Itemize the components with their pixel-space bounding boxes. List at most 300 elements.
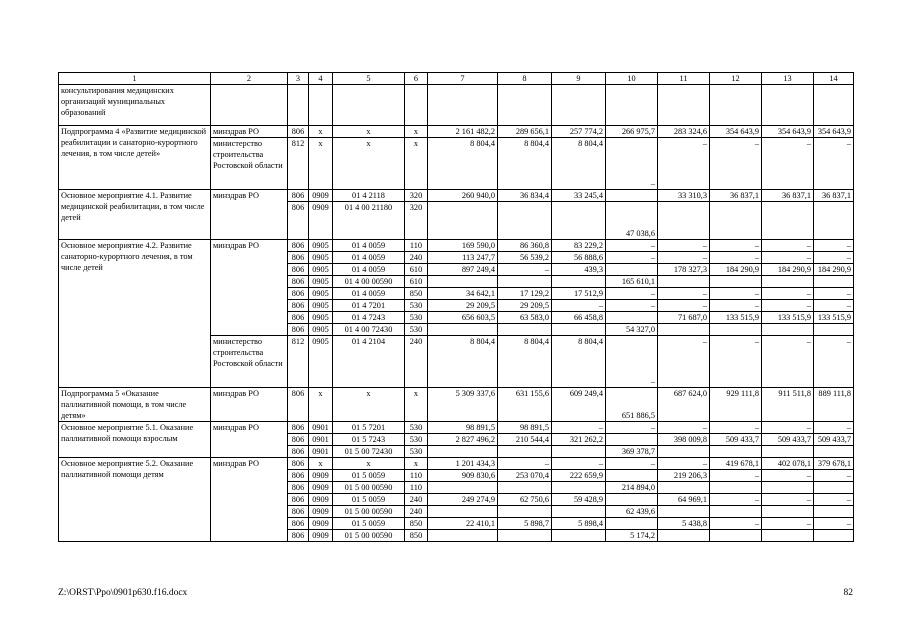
year-cell: –	[658, 240, 710, 252]
rzpr-cell: 0905	[309, 264, 333, 276]
rzpr-cell: 0909	[309, 506, 333, 518]
rzpr-cell: x	[309, 138, 333, 190]
year-cell	[552, 482, 606, 494]
rzpr-cell: 0905	[309, 300, 333, 312]
header-cell: 6	[405, 73, 428, 85]
grbs-cell: 806	[288, 312, 309, 324]
year-cell	[762, 506, 814, 518]
year-cell: 184 290,9	[814, 264, 854, 276]
vr-cell: 530	[405, 422, 428, 434]
year-cell: 5 898,7	[498, 518, 552, 530]
csr-cell: 01 4 00 72430	[333, 324, 405, 336]
year-cell	[814, 482, 854, 494]
table-row	[59, 240, 854, 252]
year-cell: –	[658, 458, 710, 470]
csr-cell: 01 5 00 72430	[333, 446, 405, 458]
rzpr-cell: 0905	[309, 276, 333, 288]
year-cell	[762, 324, 814, 336]
total-cell	[428, 506, 498, 518]
rzpr-cell: 0905	[309, 240, 333, 252]
vr-cell: 240	[405, 494, 428, 506]
total-cell: 34 642,1	[428, 288, 498, 300]
year-cell: 609 249,4	[552, 388, 606, 422]
year-cell: –	[710, 518, 762, 530]
year-cell: –	[552, 422, 606, 434]
row-name: Подпрограмма 4 «Развитие медицинской реабилитации и санаторно-курортного лечения, в том числе детей»	[59, 126, 211, 190]
executor-cell: минздрав РО	[211, 126, 288, 138]
grbs-cell: 806	[288, 126, 309, 138]
year-cell: –	[606, 288, 658, 300]
year-cell: –	[814, 138, 854, 190]
year-cell: –	[552, 458, 606, 470]
year-cell: –	[762, 494, 814, 506]
year-cell: –	[762, 518, 814, 530]
table-row	[59, 85, 854, 126]
rzpr-cell: 0901	[309, 434, 333, 446]
year-cell	[498, 276, 552, 288]
total-cell	[428, 276, 498, 288]
year-cell: 36 837,1	[710, 190, 762, 202]
rzpr-cell: 0905	[309, 336, 333, 388]
year-cell	[658, 530, 710, 542]
year-cell: 36 837,1	[762, 190, 814, 202]
year-cell: 54 327,0	[606, 324, 658, 336]
year-cell: 369 378,7	[606, 446, 658, 458]
grbs-cell: 806	[288, 240, 309, 252]
year-cell: 354 643,9	[710, 126, 762, 138]
year-cell: 47 038,6	[606, 202, 658, 240]
total-cell	[428, 324, 498, 336]
year-cell: 8 804,4	[498, 336, 552, 388]
year-cell: 33 245,4	[552, 190, 606, 202]
year-cell: 651 886,5	[606, 388, 658, 422]
year-cell: –	[606, 422, 658, 434]
vr-cell: x	[405, 458, 428, 470]
year-cell: 257 774,2	[552, 126, 606, 138]
year-cell: –	[552, 300, 606, 312]
year-cell: –	[710, 470, 762, 482]
year-cell	[762, 482, 814, 494]
grbs-cell: 812	[288, 336, 309, 388]
csr-cell: 01 5 0059	[333, 494, 405, 506]
vr-cell: 240	[405, 336, 428, 388]
grbs-cell: 806	[288, 388, 309, 422]
vr-cell: 240	[405, 252, 428, 264]
year-cell	[552, 446, 606, 458]
header-cell: 12	[710, 73, 762, 85]
csr-cell: 01 5 00 00590	[333, 506, 405, 518]
year-cell: 219 206,3	[658, 470, 710, 482]
csr-cell: 01 4 0059	[333, 252, 405, 264]
year-cell	[606, 312, 658, 324]
grbs-cell: 812	[288, 138, 309, 190]
year-cell	[814, 446, 854, 458]
header-cell: 5	[333, 73, 405, 85]
total-cell: 8 804,4	[428, 138, 498, 190]
year-cell: 17 129,2	[498, 288, 552, 300]
header-cell: 4	[309, 73, 333, 85]
year-cell	[658, 446, 710, 458]
year-cell: 419 678,1	[710, 458, 762, 470]
year-cell: 184 290,9	[762, 264, 814, 276]
csr-cell: 01 4 00 21180	[333, 202, 405, 240]
executor-cell: минздрав РО	[211, 190, 288, 240]
year-cell: –	[762, 288, 814, 300]
rzpr-cell: 0901	[309, 446, 333, 458]
rzpr-cell: x	[309, 388, 333, 422]
csr-cell: 01 5 7201	[333, 422, 405, 434]
year-cell: –	[606, 252, 658, 264]
header-cell: 2	[211, 73, 288, 85]
year-cell: –	[710, 138, 762, 190]
year-cell	[658, 324, 710, 336]
year-cell	[498, 482, 552, 494]
year-cell	[710, 530, 762, 542]
vr-cell: 610	[405, 264, 428, 276]
year-cell: –	[814, 252, 854, 264]
row-name: Основное мероприятие 5.2. Оказание паллиативной помощи детям	[59, 458, 211, 542]
csr-cell: 01 5 00 00590	[333, 482, 405, 494]
year-cell: –	[814, 336, 854, 388]
executor-cell: министерство строительства Ростовской области	[211, 138, 288, 190]
csr-cell: 01 4 0059	[333, 240, 405, 252]
csr-cell: x	[333, 388, 405, 422]
year-cell: –	[814, 300, 854, 312]
year-cell: 8 804,4	[552, 336, 606, 388]
total-cell: 656 603,5	[428, 312, 498, 324]
year-cell	[814, 530, 854, 542]
year-cell: –	[658, 288, 710, 300]
budget-table	[58, 72, 854, 542]
year-cell: 687 624,0	[658, 388, 710, 422]
year-cell: 5 438,8	[658, 518, 710, 530]
year-cell: 133 515,9	[762, 312, 814, 324]
year-cell: 911 511,8	[762, 388, 814, 422]
rzpr-cell: 0905	[309, 252, 333, 264]
vr-cell: x	[405, 388, 428, 422]
page-number: 82	[843, 588, 853, 598]
csr-cell: 01 4 0059	[333, 288, 405, 300]
vr-cell: 530	[405, 300, 428, 312]
grbs-cell: 806	[288, 458, 309, 470]
year-cell: 8 804,4	[498, 138, 552, 190]
year-cell: 133 515,9	[710, 312, 762, 324]
grbs-cell: 806	[288, 470, 309, 482]
csr-cell: 01 5 00 00590	[333, 530, 405, 542]
grbs-cell: 806	[288, 518, 309, 530]
year-cell: 66 458,8	[552, 312, 606, 324]
csr-cell: x	[333, 458, 405, 470]
rzpr-cell: 0905	[309, 312, 333, 324]
total-cell: 29 209,5	[428, 300, 498, 312]
year-cell: –	[606, 458, 658, 470]
year-cell: –	[710, 336, 762, 388]
year-cell: 98 891,5	[498, 422, 552, 434]
year-cell	[552, 202, 606, 240]
rzpr-cell: 0909	[309, 530, 333, 542]
year-cell	[814, 276, 854, 288]
year-cell: 5 174,2	[606, 530, 658, 542]
header-row	[59, 73, 854, 85]
year-cell: –	[658, 300, 710, 312]
year-cell: 439,3	[552, 264, 606, 276]
csr-cell: 01 4 2104	[333, 336, 405, 388]
year-cell: –	[710, 288, 762, 300]
csr-cell: 01 4 2118	[333, 190, 405, 202]
year-cell	[606, 190, 658, 202]
header-cell: 11	[658, 73, 710, 85]
total-cell: 98 891,5	[428, 422, 498, 434]
year-cell: 17 512,9	[552, 288, 606, 300]
csr-cell: 01 4 0059	[333, 264, 405, 276]
year-cell: –	[658, 138, 710, 190]
executor-cell: министерство строительства Ростовской области	[211, 336, 288, 388]
row-name: Основное мероприятие 4.1. Развитие медицинской реабилитации, в том числе детей	[59, 190, 211, 240]
year-cell: –	[606, 300, 658, 312]
year-cell	[498, 324, 552, 336]
row-name: консультирования медицинских организаций муниципальных образований	[59, 85, 211, 126]
year-cell: 631 155,6	[498, 388, 552, 422]
grbs-cell: 806	[288, 288, 309, 300]
year-cell: –	[762, 138, 814, 190]
year-cell	[606, 494, 658, 506]
vr-cell: 110	[405, 470, 428, 482]
year-cell	[552, 324, 606, 336]
year-cell	[658, 276, 710, 288]
year-cell: –	[762, 240, 814, 252]
year-cell	[762, 446, 814, 458]
csr-cell: 01 5 0059	[333, 518, 405, 530]
header-cell: 10	[606, 73, 658, 85]
total-cell: 260 940,0	[428, 190, 498, 202]
year-cell: 379 678,1	[814, 458, 854, 470]
year-cell: 266 975,7	[606, 126, 658, 138]
table-row	[59, 458, 854, 470]
year-cell: 5 898,4	[552, 518, 606, 530]
rzpr-cell: 0905	[309, 288, 333, 300]
vr-cell: 850	[405, 518, 428, 530]
year-cell: 354 643,9	[762, 126, 814, 138]
grbs-cell: 806	[288, 446, 309, 458]
grbs-cell: 806	[288, 324, 309, 336]
total-cell: 249 274,9	[428, 494, 498, 506]
year-cell: 289 656,1	[498, 126, 552, 138]
grbs-cell: 806	[288, 300, 309, 312]
header-cell: 3	[288, 73, 309, 85]
vr-cell: 240	[405, 506, 428, 518]
year-cell: –	[606, 336, 658, 388]
year-cell: –	[814, 422, 854, 434]
rzpr-cell: 0909	[309, 202, 333, 240]
rzpr-cell: 0909	[309, 190, 333, 202]
header-cell: 14	[814, 73, 854, 85]
table-row	[59, 388, 854, 422]
year-cell	[814, 202, 854, 240]
total-cell: 169 590,0	[428, 240, 498, 252]
vr-cell: 530	[405, 324, 428, 336]
total-cell	[428, 530, 498, 542]
year-cell: 210 544,4	[498, 434, 552, 446]
year-cell: 33 310,3	[658, 190, 710, 202]
vr-cell: 320	[405, 202, 428, 240]
total-cell: 909 830,6	[428, 470, 498, 482]
rzpr-cell: 0905	[309, 324, 333, 336]
year-cell	[498, 446, 552, 458]
year-cell: 29 209,5	[498, 300, 552, 312]
rzpr-cell: 0909	[309, 518, 333, 530]
grbs-cell: 806	[288, 482, 309, 494]
grbs-cell: 806	[288, 252, 309, 264]
rzpr-cell: x	[309, 458, 333, 470]
vr-cell: 850	[405, 530, 428, 542]
grbs-cell: 806	[288, 264, 309, 276]
year-cell	[498, 506, 552, 518]
year-cell	[710, 324, 762, 336]
grbs-cell: 806	[288, 422, 309, 434]
executor-cell: минздрав РО	[211, 240, 288, 336]
vr-cell: x	[405, 138, 428, 190]
grbs-cell: 806	[288, 494, 309, 506]
vr-cell: 850	[405, 288, 428, 300]
year-cell: –	[762, 422, 814, 434]
year-cell: –	[710, 240, 762, 252]
total-cell: 22 410,1	[428, 518, 498, 530]
rzpr-cell: 0909	[309, 494, 333, 506]
year-cell: 64 969,1	[658, 494, 710, 506]
year-cell: 63 583,0	[498, 312, 552, 324]
year-cell	[606, 434, 658, 446]
grbs-cell: 806	[288, 506, 309, 518]
year-cell: 509 433,7	[710, 434, 762, 446]
header-cell: 7	[428, 73, 498, 85]
year-cell: 86 360,8	[498, 240, 552, 252]
vr-cell: 530	[405, 312, 428, 324]
year-cell	[658, 202, 710, 240]
year-cell	[498, 202, 552, 240]
year-cell: 133 515,9	[814, 312, 854, 324]
year-cell: 398 009,8	[658, 434, 710, 446]
year-cell	[710, 202, 762, 240]
total-cell: 897 249,4	[428, 264, 498, 276]
year-cell: 36 837,1	[814, 190, 854, 202]
rzpr-cell: x	[309, 126, 333, 138]
csr-cell: x	[333, 126, 405, 138]
year-cell: 71 687,0	[658, 312, 710, 324]
total-cell: 113 247,7	[428, 252, 498, 264]
year-cell: –	[606, 240, 658, 252]
year-cell	[762, 530, 814, 542]
year-cell: 56 888,6	[552, 252, 606, 264]
vr-cell: 610	[405, 276, 428, 288]
total-cell: 8 804,4	[428, 336, 498, 388]
csr-cell: 01 4 7243	[333, 312, 405, 324]
total-cell: 1 201 434,3	[428, 458, 498, 470]
year-cell: 889 111,8	[814, 388, 854, 422]
vr-cell: 320	[405, 190, 428, 202]
row-name: Подпрограмма 5 «Оказание паллиативной помощи, в том числе детям»	[59, 388, 211, 422]
rzpr-cell: 0909	[309, 470, 333, 482]
year-cell	[710, 506, 762, 518]
grbs-cell: 806	[288, 530, 309, 542]
header-cell: 1	[59, 73, 211, 85]
year-cell: 184 290,9	[710, 264, 762, 276]
executor-cell: минздрав РО	[211, 422, 288, 458]
year-cell: 178 327,3	[658, 264, 710, 276]
header-cell: 8	[498, 73, 552, 85]
year-cell: –	[498, 458, 552, 470]
grbs-cell: 806	[288, 276, 309, 288]
vr-cell: 110	[405, 240, 428, 252]
year-cell: 509 433,7	[814, 434, 854, 446]
year-cell: 283 324,6	[658, 126, 710, 138]
year-cell: 929 111,8	[710, 388, 762, 422]
rzpr-cell: 0909	[309, 482, 333, 494]
vr-cell: 530	[405, 434, 428, 446]
year-cell: –	[762, 300, 814, 312]
year-cell: 354 643,9	[814, 126, 854, 138]
grbs-cell: 806	[288, 434, 309, 446]
year-cell	[814, 506, 854, 518]
csr-cell: 01 4 7201	[333, 300, 405, 312]
row-name: Основное мероприятие 5.1. Оказание паллиативной помощи взрослым	[59, 422, 211, 458]
vr-cell: 530	[405, 446, 428, 458]
year-cell	[762, 276, 814, 288]
row-name: Основное мероприятие 4.2. Развитие санаторно-курортного лечения, в том числе детей	[59, 240, 211, 388]
year-cell: 62 439,6	[606, 506, 658, 518]
year-cell: –	[606, 138, 658, 190]
grbs-cell: 806	[288, 202, 309, 240]
header-cell: 9	[552, 73, 606, 85]
year-cell: –	[762, 336, 814, 388]
year-cell	[606, 264, 658, 276]
vr-cell: 110	[405, 482, 428, 494]
year-cell: –	[814, 470, 854, 482]
year-cell: –	[814, 240, 854, 252]
grbs-cell: 806	[288, 190, 309, 202]
csr-cell: 01 5 7243	[333, 434, 405, 446]
year-cell: 165 610,1	[606, 276, 658, 288]
executor-cell: минздрав РО	[211, 458, 288, 542]
year-cell: 83 229,2	[552, 240, 606, 252]
year-cell: 222 659,9	[552, 470, 606, 482]
year-cell: –	[710, 300, 762, 312]
year-cell: –	[762, 252, 814, 264]
year-cell: –	[814, 518, 854, 530]
year-cell	[606, 518, 658, 530]
total-cell	[428, 202, 498, 240]
table-row	[59, 126, 854, 138]
year-cell: 321 262,2	[552, 434, 606, 446]
year-cell: 59 428,9	[552, 494, 606, 506]
year-cell: 253 070,4	[498, 470, 552, 482]
total-cell: 5 309 337,6	[428, 388, 498, 422]
year-cell	[606, 470, 658, 482]
year-cell: 402 078,1	[762, 458, 814, 470]
year-cell	[552, 276, 606, 288]
total-cell: 2 161 482,2	[428, 126, 498, 138]
vr-cell: x	[405, 126, 428, 138]
year-cell	[710, 446, 762, 458]
year-cell: 56 539,2	[498, 252, 552, 264]
table-row	[59, 422, 854, 434]
year-cell: –	[710, 252, 762, 264]
year-cell	[658, 482, 710, 494]
year-cell: –	[658, 252, 710, 264]
year-cell	[658, 506, 710, 518]
rzpr-cell: 0901	[309, 422, 333, 434]
year-cell	[710, 482, 762, 494]
table-row	[59, 190, 854, 202]
